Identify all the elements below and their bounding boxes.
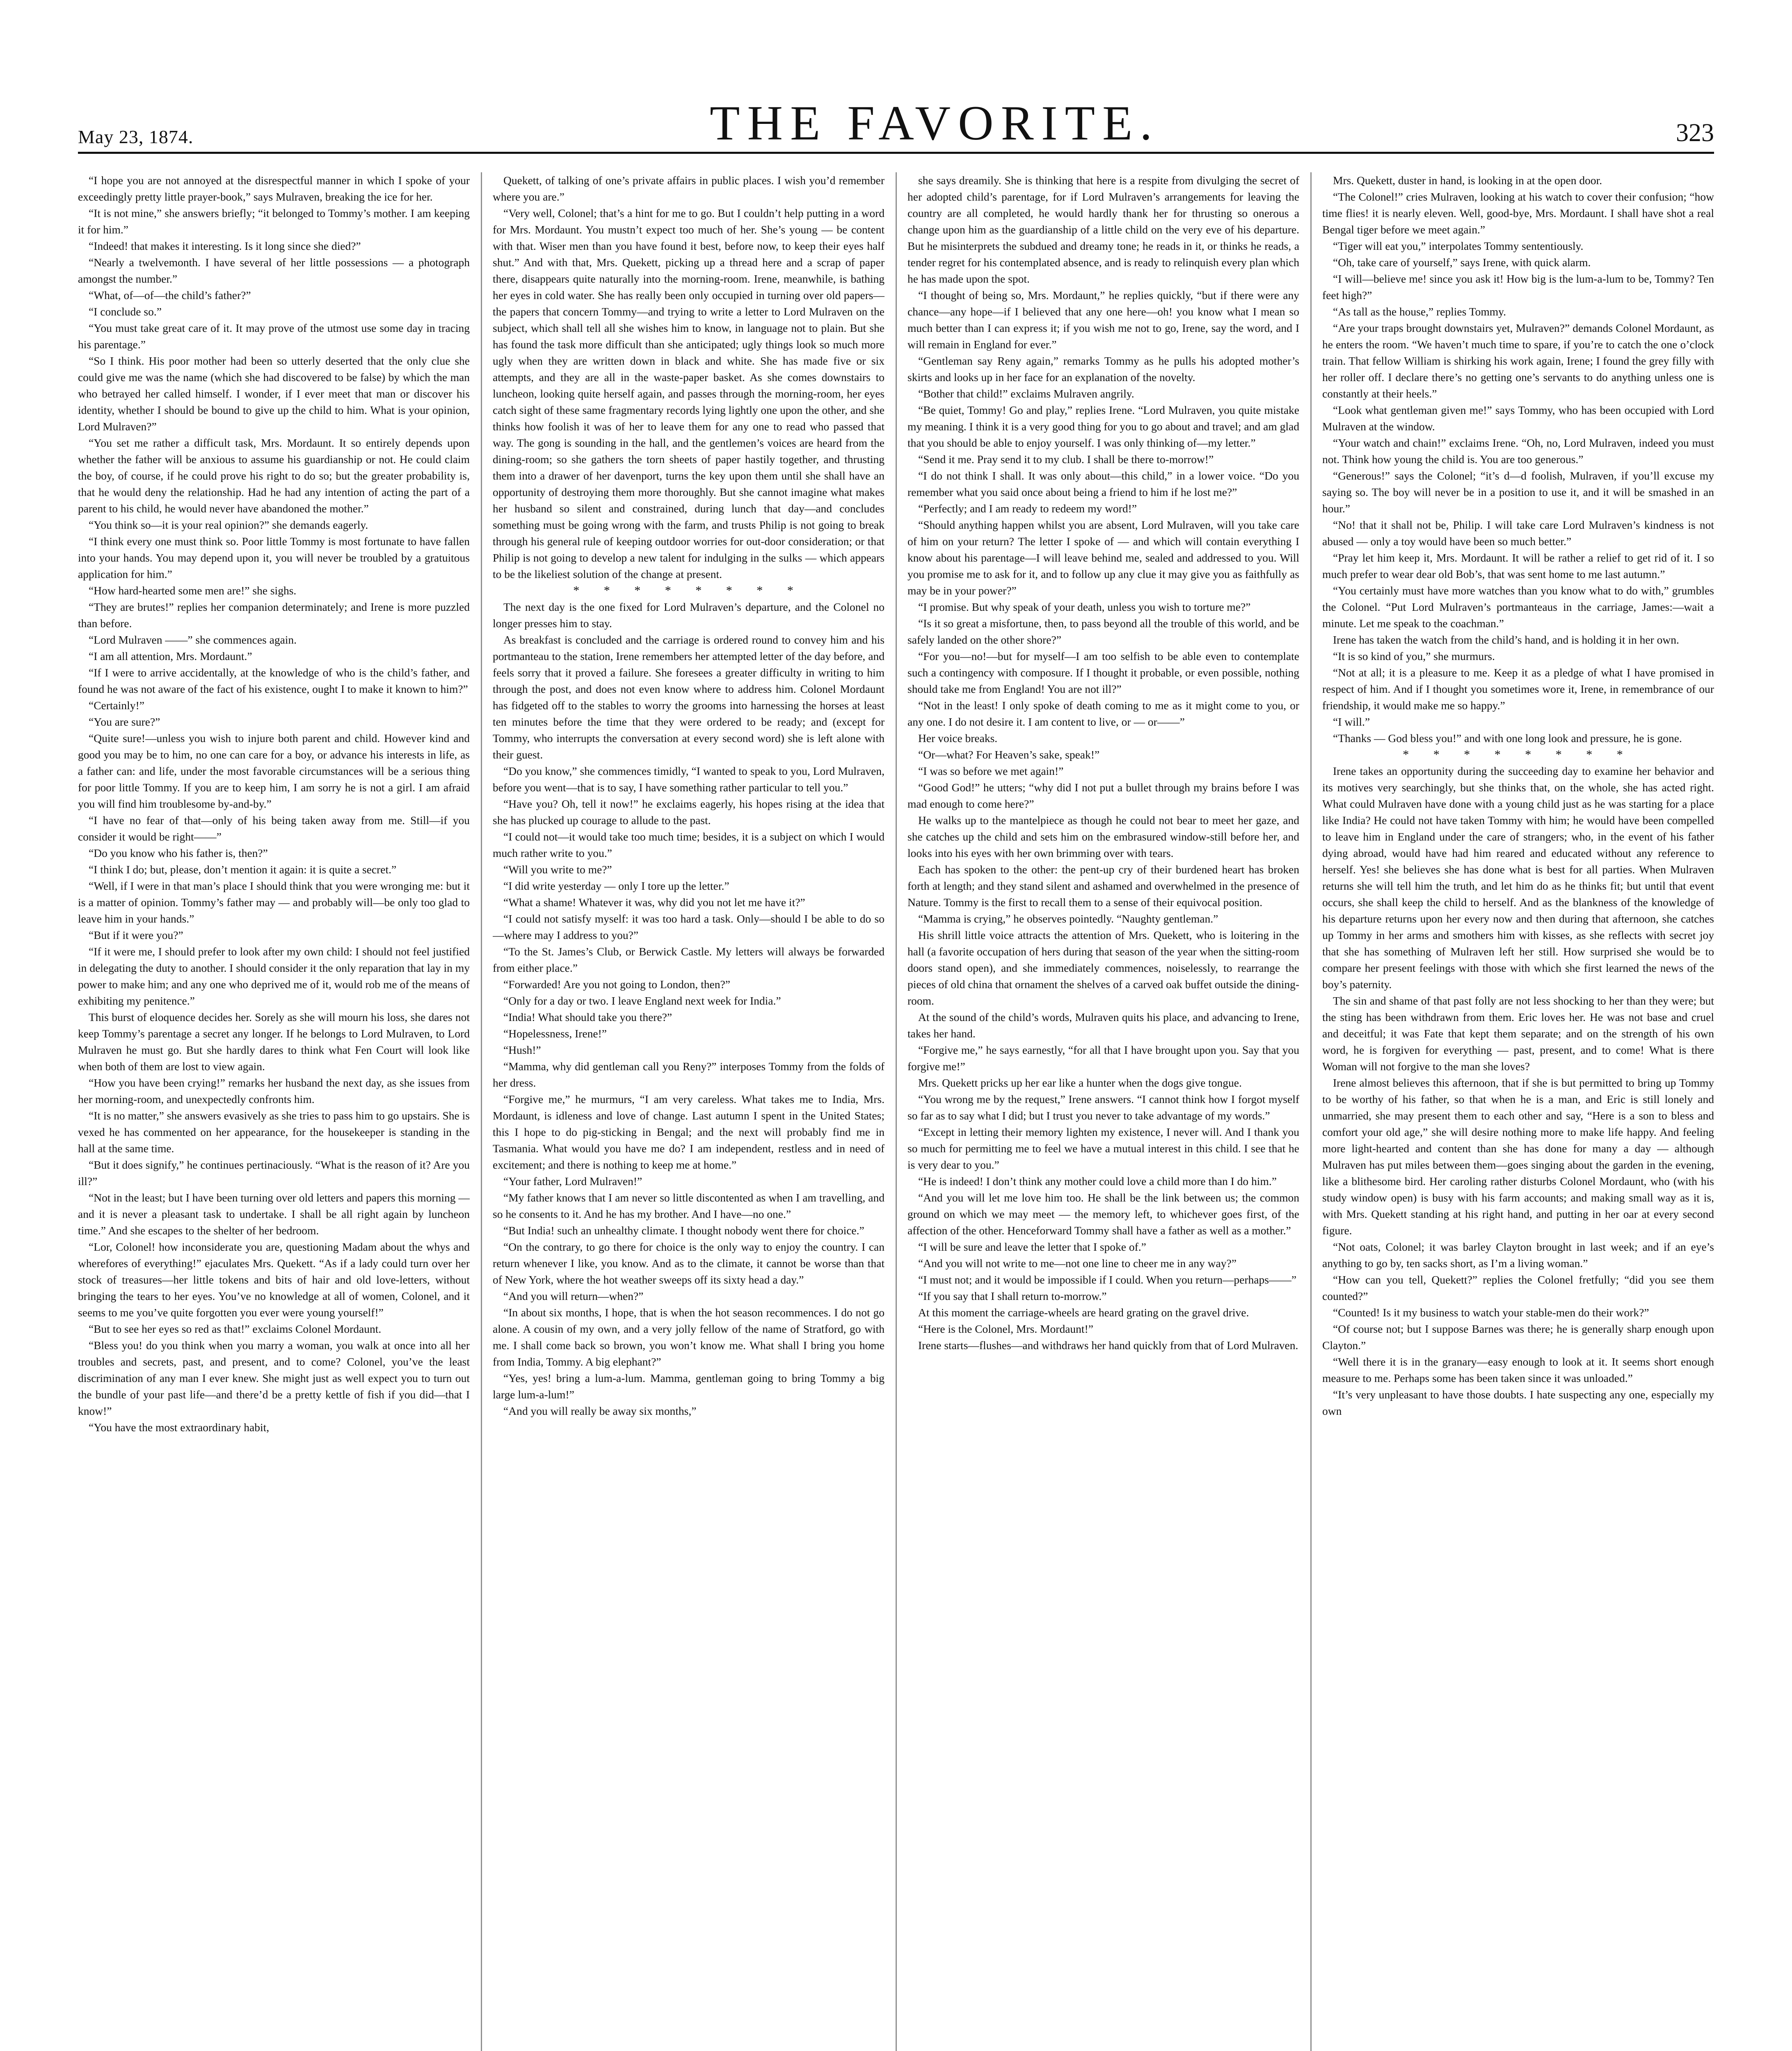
column-rule (896, 172, 897, 2051)
paragraph: Each has spoken to the other: the pent-up cry of their burdened heart has broken forth at length; and they stand silent and ashamed and overwhelmed in the presence of Nature. Tommy is the first to recall them to a sense of their equivocal position. (907, 863, 1299, 909)
paragraph: “I will be sure and leave the letter that I spoke of.” (918, 1240, 1146, 1253)
paragraph: “On the contrary, to go there for choice is the only way to enjoy the country. I can return whenever I like, you know. And as to the climate, it cannot be worse than that of New York, where the hot weather sweeps off its sixty head a day.” (493, 1240, 885, 1286)
column-4 (1322, 172, 1714, 2051)
paragraph: “Not in the least! I only spoke of death coming to me as it might come to you, or any one. I do not desire it. I am content to live, or — or——” (907, 699, 1299, 728)
paragraph: “Except in letting their memory lighten my existence, I never will. And I thank you so much for permitting me to feel we have a mutual interest in this child. I see that he is very dear to you.” (907, 1126, 1299, 1171)
paragraph: “They are brutes!” replies her companion determinately; and Irene is more puzzled than before. (78, 601, 470, 630)
paragraph: “But India! such an unhealthy climate. I thought nobody went there for choice.” (503, 1224, 864, 1237)
paragraph: “I will.” (1333, 715, 1370, 728)
masthead (78, 78, 1714, 154)
paragraph: “Hopelessness, Irene!” (503, 1027, 607, 1040)
paragraph: The next day is the one fixed for Lord Mulraven’s departure, and the Colonel no longer presses him to stay. (493, 601, 885, 630)
paragraph: “My father knows that I am never so little discontented as when I am travelling, and so he consents to it. And he has my brother. And I have—no one.” (493, 1191, 885, 1220)
paragraph: “It is so kind of you,” she murmurs. (1333, 650, 1495, 662)
paragraph: “But to see her eyes so red as that!” exclaims Colonel Mordaunt. (89, 1322, 382, 1335)
paragraph: “I must not; and it would be impossible if I could. When you return—perhaps——” (918, 1273, 1297, 1286)
paragraph: “And you will really be away six months,” (503, 1405, 697, 1417)
paragraph: “Gentleman say Reny again,” remarks Tommy as he pulls his adopted mother’s skirts and looks up in her face for an explanation of the novelty. (907, 354, 1299, 384)
paragraph: “He is indeed! I don’t think any mother could love a child more than I do him.” (918, 1175, 1277, 1188)
paragraph: “You are sure?” (89, 715, 160, 728)
paragraph: “Good God!” he utters; “why did I not put a bullet through my brains before I was mad enough to come here?” (907, 781, 1299, 810)
paragraph: “Should anything happen whilst you are absent, Lord Mulraven, will you take care of him on your return? The letter I spoke of — and which will contain everything I know about his parentage—I will leave behind me, sealed and addressed to you. Will you promise me to ask for it, and to follow up any clue it may give you as faithfully as may be in your power?” (907, 518, 1299, 597)
paragraph: This burst of eloquence decides her. Sorely as she will mourn his loss, she dares not keep Tommy’s parentage a secret any longer. If he belongs to Lord Mulraven, to Lord Mulraven he must go. But she hardly dares to think what Fen Court will look like when both of them are lost to view again. (78, 1011, 470, 1073)
paragraph: As breakfast is concluded and the carriage is ordered round to convey him and his portmanteau to the station, Irene remembers her attempted letter of the day before, and feels sorry that it proved a failure. She foresees a greater difficulty in writing to him through the post, and does not even know where to address him. Colonel Mordaunt has fidgeted off to the stables to worry the grooms into harnessing the horses at least ten minutes before the time that they were ordered to be ready; and (except for Tommy, who interrupts the conversation at every second word) she is left alone with their guest. (493, 633, 885, 761)
paragraph: “Look what gentleman given me!” says Tommy, who has been occupied with Lord Mulraven at the window. (1322, 404, 1714, 433)
paragraph: “You set me rather a difficult task, Mrs. Mordaunt. It so entirely depends upon whether the father will be anxious to assume his guardianship or not. He could claim the boy, of course, if he could prove his right to do so; but the greater probability is, that he would deny the relationship. Had he had any intention of acting the part of a parent to his child, he would never have abandoned the mother.” (78, 436, 470, 515)
paragraph: “No! that it shall not be, Philip. I will take care Lord Mulraven’s kindness is not abused — only a toy would have been so much better.” (1322, 518, 1714, 548)
paragraph: “Well there it is in the granary—easy enough to look at it. It seems short enough measure to me. Perhaps some has been taken since it was unloaded.” (1322, 1355, 1714, 1384)
paragraph: “Yes, yes! bring a lum-a-lum. Mamma, gentleman going to bring Tommy a big large lum-a-lum!” (493, 1372, 885, 1401)
paragraph: “Here is the Colonel, Mrs. Mordaunt!” (918, 1322, 1093, 1335)
paragraph: “Have you? Oh, tell it now!” he exclaims eagerly, his hopes rising at the idea that she has plucked up courage to allude to the past. (493, 797, 885, 827)
paragraph: “Forgive me,” he says earnestly, “for all that I have brought upon you. Say that you forgive me!” (907, 1044, 1299, 1073)
paragraph: “I promise. But why speak of your death, unless you wish to torture me?” (918, 601, 1251, 613)
paragraph: “And you will return—when?” (503, 1290, 644, 1302)
column-3 (907, 172, 1299, 2051)
paragraph: “Counted! Is it my business to watch your stable-men do their work?” (1333, 1306, 1649, 1319)
section-break-stars: * * * * * * * * (1403, 748, 1634, 761)
paragraph: “Is it so great a misfortune, then, to pass beyond all the trouble of this world, and be safely landed on the other shore?” (907, 617, 1299, 646)
paragraph: “Forwarded! Are you not going to London, then?” (503, 978, 730, 991)
paragraph: “How hard-hearted some men are!” she sighs. (89, 584, 297, 597)
paragraph: His shrill little voice attracts the attention of Mrs. Quekett, who is loitering in the hall (a favorite occupation of hers during that season of the year when the sitting-room doors stand open), and she immediately commences, noiselessly, to rearrange the pieces of old china that ornament the shelves of a carved oak buffet outside the dining-room. (907, 929, 1299, 1007)
paragraph: “Lord Mulraven ——” she commences again. (89, 633, 297, 646)
paragraph: “Generous!” says the Colonel; “it’s d—d foolish, Mulraven, if you’ll excuse my saying so. The boy will never be in a position to use it, and it will be smashed in an hour.” (1322, 469, 1714, 515)
paragraph: “You have the most extraordinary habit, (89, 1421, 270, 1434)
paragraph: “I am all attention, Mrs. Mordaunt.” (89, 650, 252, 662)
paragraph: “Perfectly; and I am ready to redeem my word!” (918, 502, 1137, 515)
paragraph: “To the St. James’s Club, or Berwick Castle. My letters will always be forwarded from either place.” (493, 945, 885, 974)
paragraph: “What, of—of—the child’s father?” (89, 289, 251, 301)
paragraph: “Certainly!” (89, 699, 144, 712)
section-break-stars: * * * * * * * * (573, 584, 804, 597)
paragraph: “I think every one must think so. Poor little Tommy is most fortunate to have fallen into your hands. You may depend upon it, you will never be troubled by a gratuitous application for him.” (78, 535, 470, 580)
paragraph: He walks up to the mantelpiece as though he could not bear to meet her gaze, and she catches up the child and sets him on the embrasured window-still before her, and looks into his eyes with her own brimming over with tears. (907, 814, 1299, 859)
paragraph: “It is not mine,” she answers briefly; “it belonged to Tommy’s mother. I am keeping it for him.” (78, 207, 470, 236)
paragraph: “India! What should take you there?” (503, 1011, 672, 1023)
paragraph: “Not in the least; but I have been turning over old letters and papers this morning — and it is never a pleasant task to undertake. I shall be all right again by luncheon time.” And she escapes to the shelter of her bedroom. (78, 1191, 470, 1237)
paragraph: “For you—no!—but for myself—I am too selfish to be able even to contemplate such a contingency with composure. If I thought it probable, or even possible, nothing should take me from England! You are not ill?” (907, 650, 1299, 695)
paragraph: “It is no matter,” she answers evasively as she tries to pass him to go upstairs. She is vexed he has commented on her appearance, for the housekeeper is standing in the hall at the same time. (78, 1109, 470, 1155)
column-rule (1310, 172, 1312, 2051)
paragraph: Mrs. Quekett pricks up her ear like a hunter when the dogs give tongue. (918, 1076, 1242, 1089)
paragraph: “But if it were you?” (89, 929, 183, 941)
paragraph: she says dreamily. She is thinking that here is a respite from divulging the secret of her adopted child’s parentage, for if Lord Mulraven’s arrangements for leaving the country are all completed, he would hardly thank her for thrusting so onerous a change upon him as the guardianship of a little child on the very eve of his departure. But he misinterprets the subdued and dreamy tone; he reads in it, or thinks he reads, a tender regret for his contemplated absence, and is ready to relinquish every plan which he has made upon the spot. (907, 174, 1299, 285)
paragraph: “Well, if I were in that man’s place I should think that you were wronging me: but it is a matter of opinion. Tommy’s father may — and probably will—be only too glad to leave him in your hands.” (78, 879, 470, 925)
page-number: 323 (1675, 119, 1714, 147)
paragraph: At the sound of the child’s words, Mulraven quits his place, and advancing to Irene, takes her hand. (907, 1011, 1299, 1040)
paragraph: “Tiger will eat you,” interpolates Tommy sententiously. (1333, 240, 1584, 252)
paragraph: “Do you know who his father is, then?” (89, 847, 268, 859)
journal-title: THE FAVORITE. (710, 96, 1160, 150)
paragraph: Quekett, of talking of one’s private affairs in public places. I wish you’d remember where you are.” (493, 174, 885, 203)
paragraph: “You certainly must have more watches than you know what to do with,” grumbles the Colonel. “Put Lord Mulraven’s portmanteaus in the carriage, James:—wait a minute. Let me speak to the coachman.” (1322, 584, 1714, 630)
paragraph: “If you say that I shall return to-morrow.” (918, 1290, 1107, 1302)
paragraph: “If I were to arrive accidentally, at the knowledge of who is the child’s father, and found he was not aware of the fact of his existence, ought I to make it known to him?” (78, 666, 470, 695)
paragraph: “Of course not; but I suppose Barnes was there; he is generally sharp enough upon Clayton.” (1322, 1322, 1714, 1352)
paragraph: “And you will let me love him too. He shall be the link between us; the common ground on which we may meet — the memory left, to whichever goes first, of the affection of the other. Henceforward Tommy shall have a father as well as a mother.” (907, 1191, 1299, 1237)
paragraph: “Mamma is crying,” he observes pointedly. “Naughty gentleman.” (918, 912, 1218, 925)
paragraph: “Lor, Colonel! how inconsiderate you are, questioning Madam about the whys and wherefores of everything!” ejaculates Mrs. Quekett. “As if a lady could turn over her stock of treasures—her little tokens and bits of hair and old love-letters, without bringing the tears to her eyes. You’ve no knowledge at all of women, Colonel, and it seems to me you’ve quite forgotten you ever were young yourself!” (78, 1240, 470, 1319)
paragraph: “Do you know,” she commences timidly, “I wanted to speak to you, Lord Mulraven, before you went—that is to say, I have something rather particular to tell you.” (493, 765, 885, 794)
paragraph: Mrs. Quekett, duster in hand, is looking in at the open door. (1333, 174, 1602, 187)
paragraph: “Indeed! that makes it interesting. Is it long since she died?” (89, 240, 361, 252)
paragraph: “In about six months, I hope, that is when the hot season recommences. I do not go alone. A cousin of my own, and a very jolly fellow of the name of Stratford, go with me. I shall come back so brown, you won’t know me. What shall I bring you home from India, Tommy. A big elephant?” (493, 1306, 885, 1368)
paragraph: “Not at all; it is a pleasure to me. Keep it as a pledge of what I have promised in respect of him. And if I thought you sometimes wore it, Irene, in remembrance of our friendship, it would make me so happy.” (1322, 666, 1714, 712)
paragraph: “So I think. His poor mother had been so utterly deserted that the only clue she could give me was the name (which she had discovered to be false) by which the man who betrayed her called himself. I wonder, if I ever meet that man or discover his identity, whether I should be bound to give up the child to him. What is your opinion, Lord Mulraven?” (78, 354, 470, 433)
paragraph: “Pray let him keep it, Mrs. Mordaunt. It will be rather a relief to get rid of it. I so much prefer to wear dear old Bob’s, that was sent home to me last autumn.” (1322, 551, 1714, 580)
paragraph: Irene starts—flushes—and withdraws her hand quickly from that of Lord Mulraven. (918, 1339, 1298, 1352)
paragraph: “Or—what? For Heaven’s sake, speak!” (918, 748, 1100, 761)
paragraph: Irene takes an opportunity during the succeeding day to examine her behavior and its motives very searchingly, but she thinks that, on the whole, she has acted right. What could Mulraven have done with a young child just as he was starting for a place like India? He could not have taken Tommy with him; he would have been compelled to leave him in England under the care of strangers; who, in the event of his father dying abroad, would have had him reared and educated without any reference to herself. Yes! she believes she has done what is best for all parties. When Mulraven returns she will tell him the truth, and let him do as he thinks fit; but until that event occurs, she shall keep the child to herself. And as the blankness of the knowledge of his departure returns upon her every now and then during that afternoon, she catches up Tommy in her arms and smothers him with kisses, as she reflects with secret joy that she has something of Mulraven left her still. How surprised she would be to compare her present feelings with those with which she first learned the news of the boy’s paternity. (1322, 765, 1714, 991)
paragraph: “Nearly a twelvemonth. I have several of her little possessions — a photograph amongst the number.” (78, 256, 470, 285)
column-rule (481, 172, 482, 2051)
column-1 (78, 172, 470, 2051)
paragraph: “You wrong me by the request,” Irene answers. “I cannot think how I forgot myself so far as to say what I did; but I trust you never to take advantage of my words.” (907, 1093, 1299, 1122)
paragraph: “Quite sure!—unless you wish to injure both parent and child. However kind and good you may be to him, no one can care for a boy, or advance his interests in life, as a father can: and life, under the most favorable circumstances will be a serious thing for poor little Tommy. If you are to keep him, I am sorry he is not a girl. I am afraid you will find him troublesome by-and-by.” (78, 732, 470, 810)
paragraph: “Oh, take care of yourself,” says Irene, with quick alarm. (1333, 256, 1591, 269)
paragraph: “Hush!” (503, 1044, 541, 1056)
paragraph: “I hope you are not annoyed at the disrespectful manner in which I spoke of your exceedingly pretty little prayer-book,” says Mulraven, breaking the ice for her. (78, 174, 470, 203)
paragraph: “I was so before we met again!” (918, 765, 1064, 777)
issue-date: May 23, 1874. (78, 126, 194, 147)
paragraph: “How you have been crying!” remarks her husband the next day, as she issues from her morning-room, and unexpectedly confronts him. (78, 1076, 470, 1105)
column-2 (493, 172, 885, 2051)
paragraph: “Your watch and chain!” exclaims Irene. “Oh, no, Lord Mulraven, indeed you must not. Think how young the child is. You are too generous.” (1322, 436, 1714, 466)
article-columns (78, 172, 1714, 2051)
paragraph: “Very well, Colonel; that’s a hint for me to go. But I couldn’t help putting in a word for Mrs. Mordaunt. You mustn’t expect too much of her. She’s young — be content with that. Wiser men than you have found it best, before now, to keep their eyes half shut.” And with that, Mrs. Quekett, picking up a thread here and a scrap of paper there, disappears quite naturally into the morning-room. Irene, meanwhile, is bathing her eyes in cold water. She has really been only occupied in turning over old papers—the papers that concern Tommy—and trying to write a letter to Lord Mulraven on the subject, which shall tell all she wishes him to know, in language not to plain. But she has found the task more difficult than she anticipated; ugly things look so much more ugly when they are written down in black and white. She has made five or six attempts, and they are all in the waste-paper basket. As she comes downstairs to luncheon, looking quite herself again, and passes through the morning-room, her eyes catch sight of these same fragmentary records lying lightly one upon the other, and she thinks how foolish it was of her to leave them for any one to read who passed that way. The gong is sounding in the hall, and the gentlemen’s voices are heard from the dining-room; so she gathers the torn sheets of paper hastily together, and thrusting them into a drawer of her davenport, turns the key upon them until she shall have an opportunity of destroying them more thoroughly. But she cannot imagine what makes her husband so silent and constrained, during lunch that day—and concludes something must be going wrong with the farm, and trusts Philip is not going to break through his general rule of keeping outdoor worries for out-door consideration; or that Philip is not going to develop a new talent for indulging in the sulks — which appears to be the likeliest solution of the change at present. (493, 207, 885, 580)
paragraph: “I have no fear of that—only of his being taken away from me. Still—if you consider it would be right——” (78, 814, 470, 843)
paragraph: “Mamma, why did gentleman call you Reny?” interposes Tommy from the folds of her dress. (493, 1060, 885, 1089)
paragraph: “Not oats, Colonel; it was barley Clayton brought in last week; and if an eye’s anything to go by, ten sacks short, as I’m a living woman.” (1322, 1240, 1714, 1270)
paragraph: “Your father, Lord Mulraven!” (503, 1175, 642, 1188)
paragraph: “As tall as the house,” replies Tommy. (1333, 305, 1506, 318)
paragraph: Irene almost believes this afternoon, that if she is but permitted to bring up Tommy to be worthy of his father, so that when he is a man, and Eric is still lonely and unmarried, she may present them to each other and say, “Here is a son to bless and comfort your old age,” she will desire nothing more to make life happy. And feeling more light-hearted and content than she has done for many a day — although Mulraven has put miles between them—goes singing about the garden in the evening, like a blithesome bird. Her caroling rather disturbs Colonel Mordaunt, who (with his study window open) is busy with his farm accounts; and making small way as it is, with Mrs. Quekett standing at his right hand, and putting in her oar at every second figure. (1322, 1076, 1714, 1237)
paragraph: “And you will not write to me—not one line to cheer me in any way?” (918, 1257, 1237, 1270)
paragraph: “If it were me, I should prefer to look after my own child: I should not feel justified in delegating the duty to another. I should consider it the only reparation that lay in my power to make him; and any one who deprived me of it, would rob me of the means of exhibiting my penitence.” (78, 945, 470, 1007)
paragraph: “I thought of being so, Mrs. Mordaunt,” he replies quickly, “but if there were any chance—any hope—if I believed that any one here—oh! you know what I mean so much better than I can express it; if you wish me not to go, Irene, say the word, and I will remain in England for ever.” (907, 289, 1299, 351)
paragraph: “Thanks — God bless you!” and with one long look and pressure, he is gone. (1333, 732, 1682, 745)
paragraph: “How can you tell, Quekett?” replies the Colonel fretfully; “did you see them counted?” (1322, 1273, 1714, 1302)
paragraph: “I will—believe me! since you ask it! How big is the lum-a-lum to be, Tommy? Ten feet high?” (1322, 272, 1714, 301)
paragraph: “Be quiet, Tommy! Go and play,” replies Irene. “Lord Mulraven, you quite mistake my meaning. I think it is a very good thing for you to go about and travel; and am glad that you should be able to enjoy yourself. I was only thinking of—my letter.” (907, 404, 1299, 449)
paragraph: The sin and shame of that past folly are not less shocking to her than they were; but the sting has been withdrawn from them. Eric loves her. He was not base and cruel and deceitful; it was Fate that kept them separate; and on the strength of his own word, he is forgiven for everything — past, present, and to come! What is there Woman will not forgive to the man she loves? (1322, 994, 1714, 1073)
paragraph: “You must take great care of it. It may prove of the utmost use some day in tracing his parentage.” (78, 322, 470, 351)
paragraph: “Will you write to me?” (503, 863, 612, 876)
paragraph: “I conclude so.” (89, 305, 162, 318)
paragraph: “Bother that child!” exclaims Mulraven angrily. (918, 387, 1134, 400)
paragraph: “It’s very unpleasant to have those doubts. I hate suspecting any one, especially my own (1322, 1388, 1714, 1417)
paragraph: “I think I do; but, please, don’t mention it again: it is quite a secret.” (89, 863, 397, 876)
paragraph: “The Colonel!” cries Mulraven, looking at his watch to cover their confusion; “how time flies! it is nearly eleven. Well, good-bye, Mrs. Mordaunt. I shall have shot a real Bengal tiger before we meet again.” (1322, 190, 1714, 236)
paragraph: “Bless you! do you think when you marry a woman, you walk at once into all her troubles and secrets, past, and present, and to come? Colonel, you’ve the least discrimination of any man I ever knew. She might just as well expect you to turn out the bundle of your past life—and there’d be a pretty kettle of fish if you did—that I know!” (78, 1339, 470, 1417)
paragraph: “What a shame! Whatever it was, why did you not let me have it?” (503, 896, 805, 909)
paragraph: “Only for a day or two. I leave England next week for India.” (503, 994, 781, 1007)
paragraph: “I could not satisfy myself: it was too hard a task. Only—should I be able to do so—where may I address to you?” (493, 912, 885, 941)
paragraph: At this moment the carriage-wheels are heard grating on the gravel drive. (918, 1306, 1249, 1319)
paragraph: “I did write yesterday — only I tore up the letter.” (503, 879, 729, 892)
paragraph: Her voice breaks. (918, 732, 998, 745)
paragraph: “But it does signify,” he continues pertinaciously. “What is the reason of it? Are you ill?” (78, 1158, 470, 1188)
paragraph: “You think so—it is your real opinion?” she demands eagerly. (89, 518, 368, 531)
paragraph: “Forgive me,” he murmurs, “I am very careless. What takes me to India, Mrs. Mordaunt, is idleness and love of change. Last autumn I spent in the United States; this I hope to do pig-sticking in Bengal; and the next will probably find me in Tasmania. What would you have me do? I am independent, restless and in need of excitement; and there is nothing to keep me at home.” (493, 1093, 885, 1171)
paragraph: Irene has taken the watch from the child’s hand, and is holding it in her own. (1333, 633, 1679, 646)
paragraph: “I do not think I shall. It was only about—this child,” in a lower voice. “Do you remember what you said once about being a friend to him if he lost me?” (907, 469, 1299, 498)
paragraph: “I could not—it would take too much time; besides, it is a subject on which I would much rather write to you.” (493, 830, 885, 859)
paragraph: “Are your traps brought downstairs yet, Mulraven?” demands Colonel Mordaunt, as he enters the room. “We haven’t much time to spare, if you’re to catch the one o’clock train. That fellow William is shirking his work again, Irene; I found the grey filly with her roller off. I declare there’s no getting one’s servants to do anything unless one is constantly at their heels.” (1322, 322, 1714, 400)
paragraph: “Send it me. Pray send it to my club. I shall be there to-morrow!” (918, 453, 1214, 466)
